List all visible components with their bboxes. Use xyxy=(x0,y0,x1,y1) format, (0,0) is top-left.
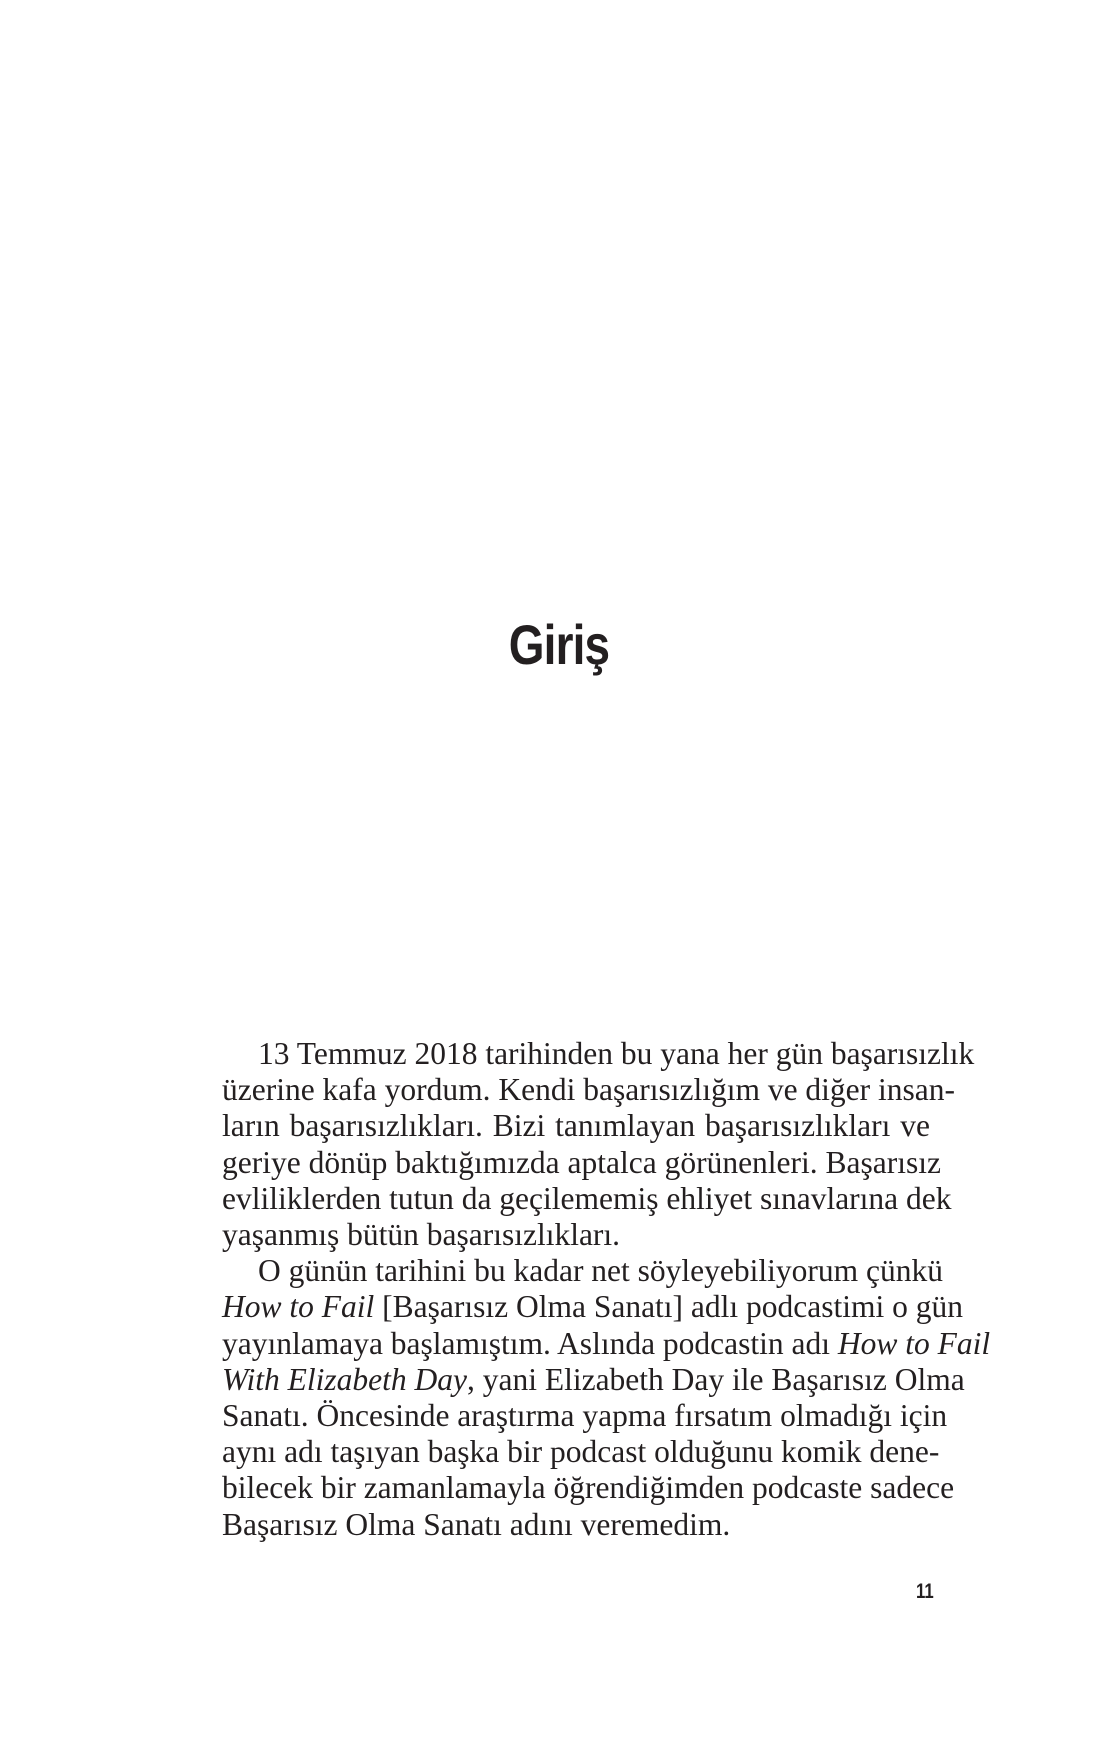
text-line: evliliklerden tutun da geçilememiş ehliyet sınavlarına dek xyxy=(222,1180,952,1216)
podcast-title-italic: How to Fail xyxy=(837,1325,991,1361)
text-line xyxy=(222,1289,964,1325)
text-line: ların başarısızlıkları. Bizi tanımlayan başarısızlıkları ve xyxy=(222,1108,930,1144)
text-line: Sanatı. Öncesinde araştırma yapma fırsatım olmadığı için xyxy=(222,1398,948,1434)
text-line: geriye dönüp baktığımızda aptalca görünenleri. Başarısız xyxy=(222,1144,941,1180)
text-segment: , yani Elizabeth Day ile Başarısız Olma xyxy=(466,1361,965,1397)
text-line: O günün tarihini bu kadar net söyleyebiliyorum çünkü xyxy=(258,1253,943,1289)
text-segment: yayınlamaya başlamıştım. Aslında podcastin adı xyxy=(222,1325,838,1361)
podcast-title-italic: How to Fail xyxy=(222,1289,375,1325)
text-line: üzerine kafa yordum. Kendi başarısızlığım ve diğer insan- xyxy=(222,1072,956,1108)
text-line xyxy=(222,1325,991,1362)
text-segment: [Başarısız Olma Sanatı] adlı podcastimi o gün xyxy=(374,1289,964,1325)
text-line: aynı adı taşıyan başka bir podcast olduğunu komik dene- xyxy=(222,1434,940,1470)
chapter-title: Giriş xyxy=(508,613,610,676)
body-text xyxy=(222,1036,991,1543)
text-line xyxy=(222,1361,965,1398)
text-line: yaşanmış bütün başarısızlıkları. xyxy=(222,1217,621,1253)
paragraph-1 xyxy=(222,1036,975,1253)
podcast-title-italic: With Elizabeth Day xyxy=(222,1361,467,1397)
text-line: bilecek bir zamanlamayla öğrendiğimden podcaste sadece xyxy=(222,1470,955,1506)
text-line: Başarısız Olma Sanatı adını veremedim. xyxy=(222,1506,731,1542)
text-line: 13 Temmuz 2018 tarihinden bu yana her gün başarısızlık xyxy=(258,1036,975,1071)
paragraph-2 xyxy=(222,1253,991,1543)
page-number: 11 xyxy=(916,1580,934,1603)
